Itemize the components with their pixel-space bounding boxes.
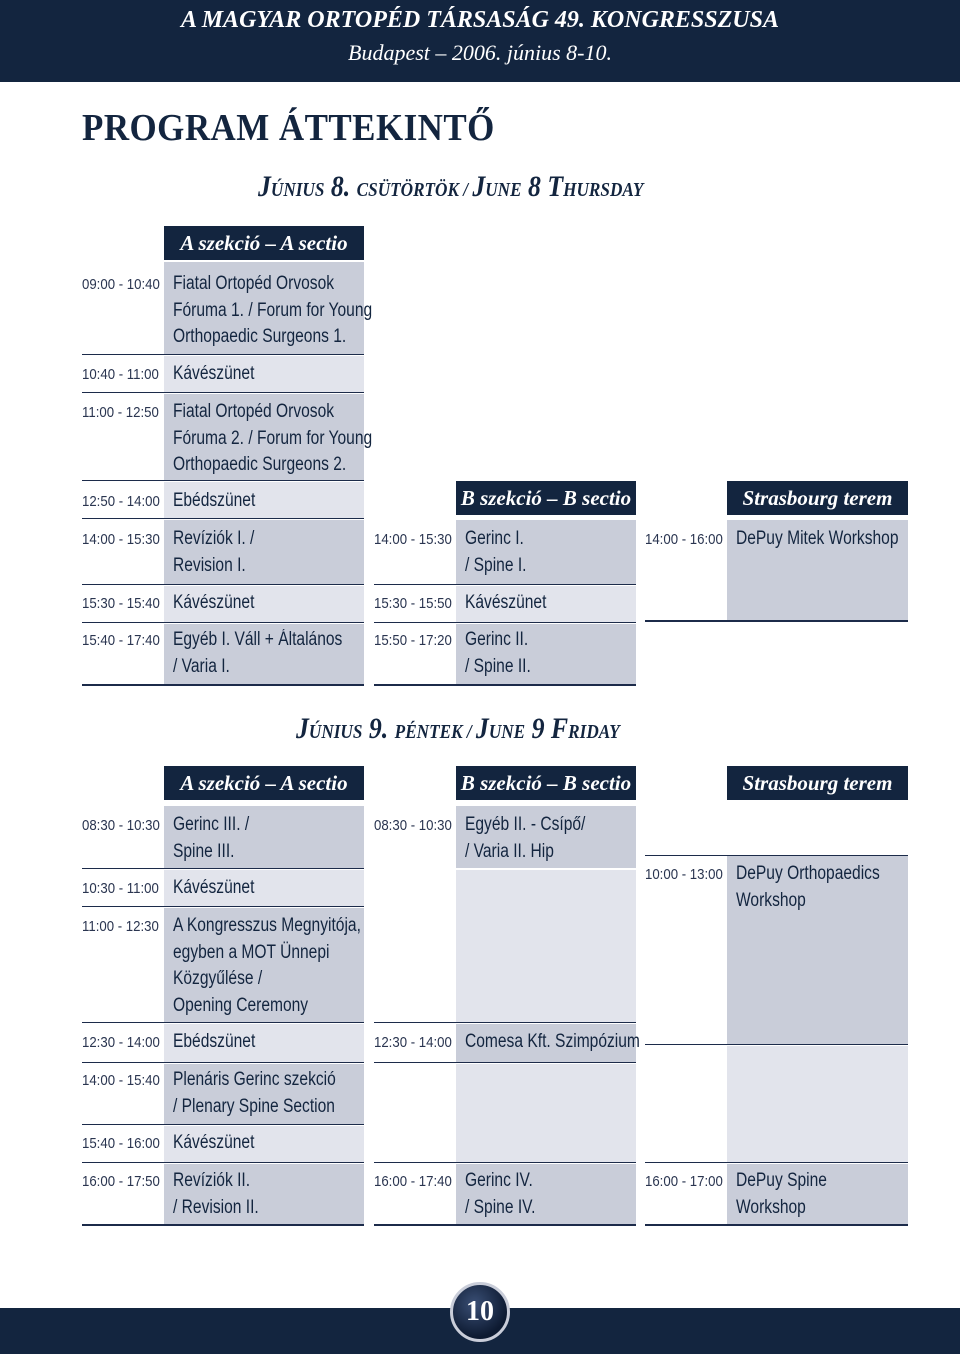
- time-slot: 15:40 - 17:40: [82, 632, 160, 649]
- time-slot: 11:00 - 12:50: [82, 404, 159, 421]
- time-slot: 16:00 - 17:50: [82, 1173, 160, 1190]
- row-divider: [82, 1224, 364, 1226]
- session-title: Kávészünet: [173, 592, 255, 613]
- row-divider: [82, 480, 364, 481]
- session-title: Kávészünet: [173, 1132, 255, 1153]
- session-title: Egyéb I. Váll + Általános / Varia I.: [173, 629, 343, 677]
- session-title: Egyéb II. - Csípő/ / Varia II. Hip: [465, 814, 586, 862]
- time-slot: 10:30 - 11:00: [82, 880, 159, 897]
- time-slot: 14:00 - 16:00: [645, 531, 723, 548]
- row-divider: [82, 1062, 364, 1063]
- row-divider: [82, 1124, 364, 1125]
- row-divider: [374, 1022, 636, 1023]
- day1-col-a-header: A szekció – A sectio: [164, 226, 364, 260]
- row-divider: [374, 1162, 636, 1163]
- day2-b-empty-cell: [456, 870, 636, 1022]
- day1-col-b-header: B szekció – B sectio: [456, 481, 636, 515]
- time-slot: 15:50 - 17:20: [374, 632, 452, 649]
- session-title: A Kongresszus Megnyitója, egyben a MOT Ünnepi Közgyűlése / Opening Ceremony: [173, 915, 361, 1016]
- row-divider: [82, 584, 364, 585]
- row-divider: [645, 1044, 908, 1045]
- session-title: Gerinc II. / Spine II.: [465, 629, 531, 677]
- session-title: Revíziók I. / Revision I.: [173, 528, 255, 576]
- time-slot: 15:40 - 16:00: [82, 1135, 160, 1152]
- time-slot: 12:50 - 14:00: [82, 493, 160, 510]
- session-title: Gerinc I. / Spine I.: [465, 528, 527, 576]
- day2-col-c-header: Strasbourg terem: [727, 766, 908, 800]
- time-slot: 14:00 - 15:30: [374, 531, 452, 548]
- row-divider: [645, 855, 908, 856]
- session-title: Gerinc III. / Spine III.: [173, 814, 250, 862]
- session-title: Kávészünet: [173, 363, 255, 384]
- row-divider: [645, 620, 908, 622]
- day2-col-a-header: A szekció – A sectio: [164, 766, 364, 800]
- time-slot: 15:30 - 15:40: [82, 595, 160, 612]
- time-slot: 14:00 - 15:30: [82, 531, 160, 548]
- session-title: Ebédszünet: [173, 490, 256, 511]
- time-slot: 16:00 - 17:00: [645, 1173, 723, 1190]
- row-divider: [374, 622, 636, 623]
- session-title: Gerinc IV. / Spine IV.: [465, 1170, 536, 1218]
- session-title: Revíziók II. / Revision II.: [173, 1170, 259, 1218]
- session-title: Comesa Kft. Szimpózium: [465, 1031, 640, 1052]
- day2-col-b-header: B szekció – B sectio: [456, 766, 636, 800]
- row-divider: [374, 1062, 636, 1063]
- time-slot: 15:30 - 15:50: [374, 595, 452, 612]
- congress-title: A MAGYAR ORTOPÉD TÁRSASÁG 49. KONGRESSZUSA: [181, 7, 779, 33]
- session-title: DePuy Spine Workshop: [736, 1170, 827, 1218]
- congress-subtitle: Budapest – 2006. június 8-10.: [348, 40, 612, 65]
- day2-heading: JÚNIUS 9. PÉNTEK / JUNE 9 FRIDAY: [296, 712, 620, 745]
- time-slot: 08:30 - 10:30: [374, 817, 452, 834]
- row-divider: [82, 684, 364, 686]
- page-number: 10: [450, 1282, 510, 1342]
- row-divider: [82, 868, 364, 869]
- row-divider: [374, 1224, 636, 1226]
- row-divider: [374, 584, 636, 585]
- time-slot: 12:30 - 14:00: [82, 1034, 160, 1051]
- session-title: Plenáris Gerinc szekció / Plenary Spine Section: [173, 1069, 336, 1117]
- session-title: Fiatal Ortopéd Orvosok Fóruma 1. / Forum for Young Orthopaedic Surgeons 1.: [173, 273, 373, 347]
- row-divider: [82, 392, 364, 393]
- row-divider: [82, 354, 364, 355]
- session-title: Fiatal Ortopéd Orvosok Fóruma 2. / Forum for Young Orthopaedic Surgeons 2.: [173, 401, 373, 475]
- row-divider: [82, 1162, 364, 1163]
- row-divider: [82, 518, 364, 519]
- row-divider: [82, 1022, 364, 1023]
- time-slot: 16:00 - 17:40: [374, 1173, 452, 1190]
- page-title: PROGRAM ÁTTEKINTŐ: [82, 107, 495, 149]
- time-slot: 12:30 - 14:00: [374, 1034, 452, 1051]
- day2-c-empty-cell: [727, 1046, 908, 1162]
- session-title: DePuy Mitek Workshop: [736, 528, 899, 549]
- day1-heading: JÚNIUS 8. CSÜTÖRTÖK / JUNE 8 THURSDAY: [258, 170, 644, 203]
- session-title: Kávészünet: [173, 877, 255, 898]
- session-title: Ebédszünet: [173, 1031, 256, 1052]
- time-slot: 10:00 - 13:00: [645, 866, 723, 883]
- row-divider: [82, 906, 364, 907]
- row-divider: [82, 622, 364, 623]
- day1-col-c-header: Strasbourg terem: [727, 481, 908, 515]
- day2-b-empty-cell: [456, 1064, 636, 1162]
- time-slot: 08:30 - 10:30: [82, 817, 160, 834]
- time-slot: 11:00 - 12:30: [82, 918, 159, 935]
- time-slot: 14:00 - 15:40: [82, 1072, 160, 1089]
- row-divider: [374, 684, 636, 686]
- time-slot: 09:00 - 10:40: [82, 276, 160, 293]
- time-slot: 10:40 - 11:00: [82, 366, 159, 383]
- session-title: Kávészünet: [465, 592, 547, 613]
- session-title: DePuy Orthopaedics Workshop: [736, 863, 880, 911]
- row-divider: [645, 1224, 908, 1226]
- row-divider: [645, 1162, 908, 1163]
